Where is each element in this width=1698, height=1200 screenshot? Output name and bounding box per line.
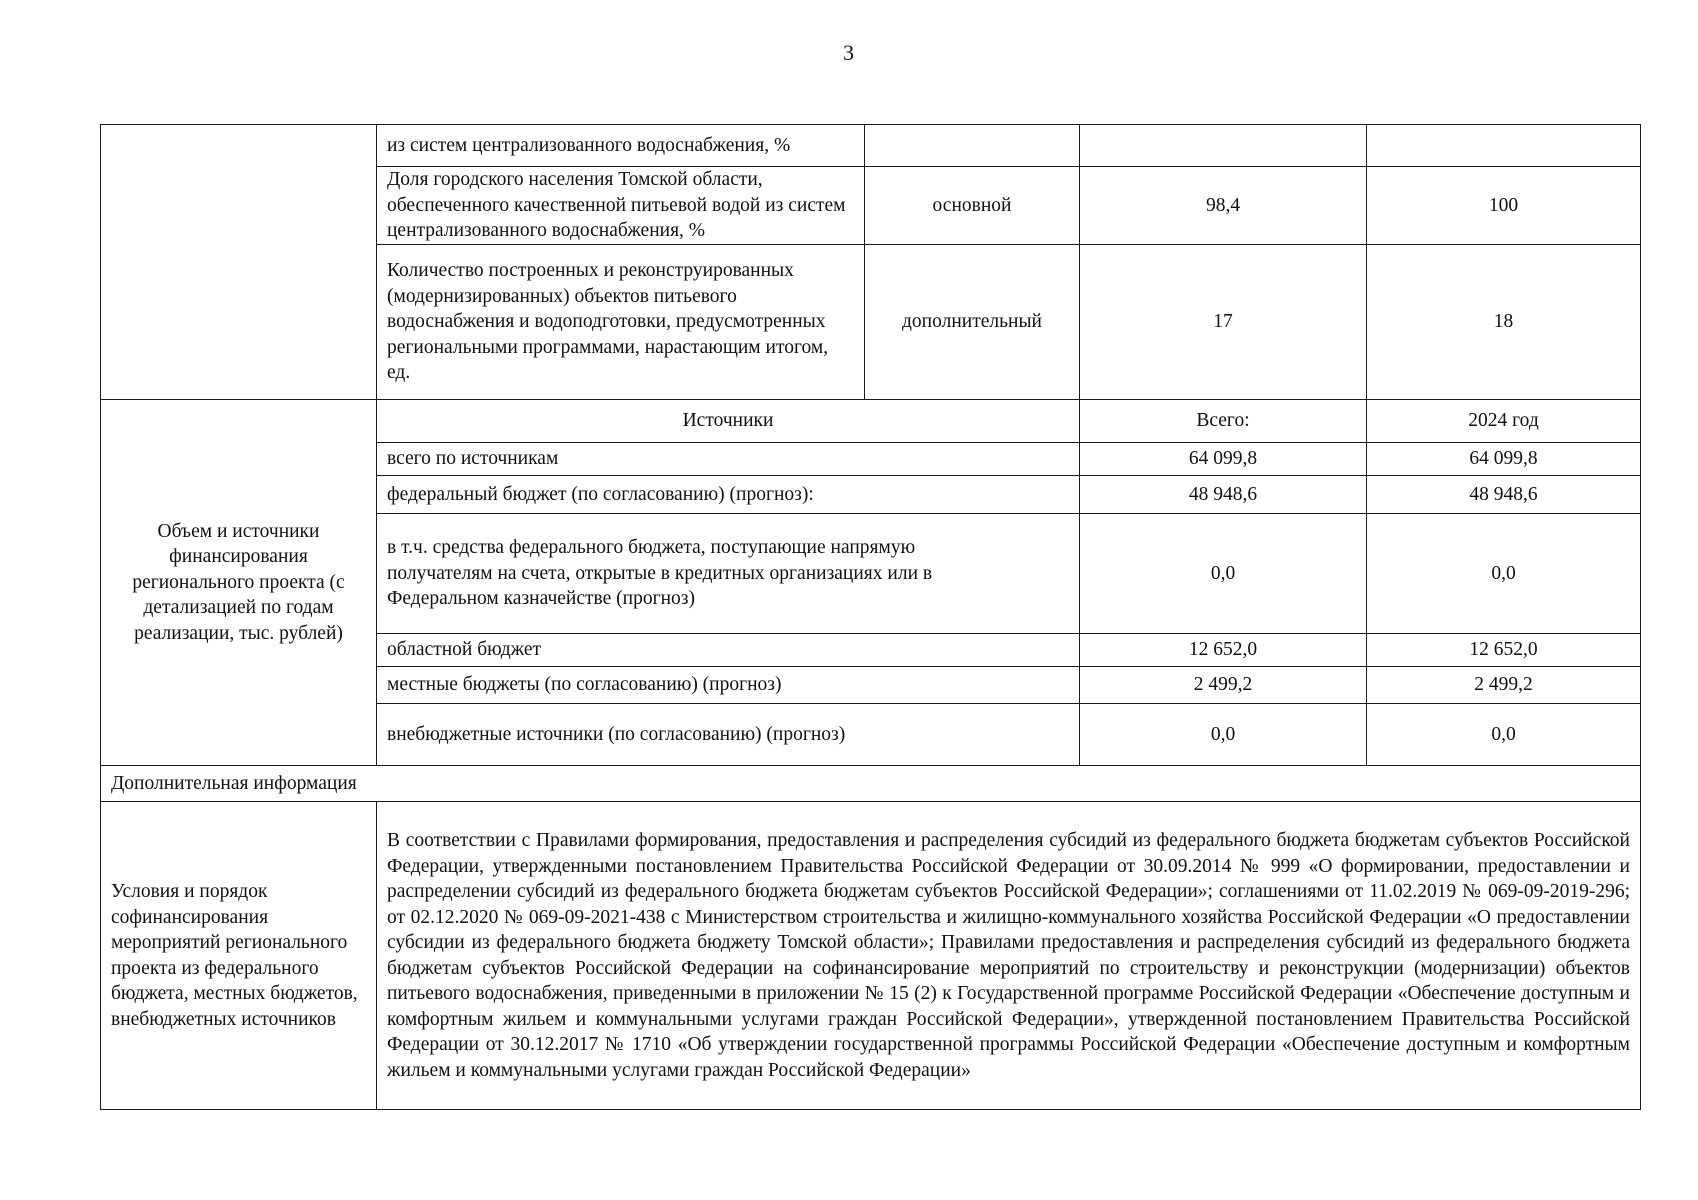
funding-year-2024: 0,0 [1367, 514, 1641, 634]
indicators-label-cell [101, 125, 377, 400]
funding-year-2024: 64 099,8 [1367, 443, 1641, 476]
funding-year-2024: 0,0 [1367, 704, 1641, 766]
funding-total: 12 652,0 [1080, 634, 1367, 667]
funding-total: 2 499,2 [1080, 667, 1367, 704]
funding-source: областной бюджет [377, 634, 1080, 667]
conditions-row [101, 802, 1641, 1110]
funding-header-row [101, 400, 1641, 443]
funding-source: в т.ч. средства федерального бюджета, поступающие напрямую получателям на счета, открытые в кредитных организациях или в Федеральном казначействе (прогноз) [377, 514, 1080, 634]
indicator-target-2024 [1367, 125, 1641, 167]
additional-info-row [101, 766, 1641, 802]
indicator-name: Доля городского населения Томской области, обеспеченного качественной питьевой водой из систем централизованного водоснабжения, % [377, 167, 865, 245]
funding-total: 64 099,8 [1080, 443, 1367, 476]
funding-total: 0,0 [1080, 514, 1367, 634]
passport-table [100, 124, 1641, 1110]
indicator-base-value [1080, 125, 1367, 167]
funding-year-2024: 2 499,2 [1367, 667, 1641, 704]
indicator-name: Количество построенных и реконструированных (модернизированных) объектов питьевого водоснабжения и водоподготовки, предусмотренных региональными программами, нарастающим итогом, ед. [377, 245, 865, 400]
funding-header-total: Всего: [1080, 400, 1367, 443]
conditions-label: Условия и порядок софинансирования мероприятий регионального проекта из федерального бюджета, местных бюджетов, внебюджетных источников [101, 802, 377, 1110]
indicator-target-2024: 18 [1367, 245, 1641, 400]
funding-total: 0,0 [1080, 704, 1367, 766]
funding-header-year: 2024 год [1367, 400, 1641, 443]
funding-label: Объем и источники финансирования регионального проекта (с детализацией по годам реализации, тыс. рублей) [101, 400, 377, 766]
funding-year-2024: 12 652,0 [1367, 634, 1641, 667]
indicator-base-value: 98,4 [1080, 167, 1367, 245]
indicator-type [865, 125, 1080, 167]
page-number: 3 [843, 40, 855, 65]
indicator-type: дополнительный [865, 245, 1080, 400]
funding-source: всего по источникам [377, 443, 1080, 476]
funding-header-source: Источники [377, 400, 1080, 443]
indicator-target-2024: 100 [1367, 167, 1641, 245]
funding-source: местные бюджеты (по согласованию) (прогноз) [377, 667, 1080, 704]
additional-info-title: Дополнительная информация [101, 766, 1641, 802]
indicator-base-value: 17 [1080, 245, 1367, 400]
conditions-text: В соответствии с Правилами формирования, предоставления и распределения субсидий из федерального бюджета бюджетам субъектов Российской Федерации, утвержденными постановлением Правительства Российской Федерации от 30.09.2014 № 999 «О формировании, предоставлении и распределении субсидий из федерального бюджета бюджетам субъектов Российской Федерации»; соглашениями от 11.02.2019 № 069-09-2019-296; от 02.12.2020 № 069-09-2021-438 с Министерством строительства и жилищно-коммунального хозяйства Российской Федерации «О предоставлении субсидии из федерального бюджета бюджету Томской области»; Правилами предоставления и распределения субсидий из федерального бюджета бюджетам субъектов Российской Федерации на софинансирование мероприятий по строительству и реконструкции (модернизации) объектов питьевого водоснабжения, приведенными в приложении № 15 (2) к Государственной программе Российской Федерации «Обеспечение доступным и комфортным жильем и коммунальными услугами граждан Российской Федерации», утвержденной постановлением Правительства Российской Федерации от 30.12.2017 № 1710 «Об утверждении государственной программы Российской Федерации «Обеспечение доступным и комфортным жильем и коммунальными услугами граждан Российской Федерации» [377, 802, 1641, 1110]
indicator-type: основной [865, 167, 1080, 245]
indicator-row [101, 125, 1641, 167]
funding-source: федеральный бюджет (по согласованию) (прогноз): [377, 476, 1080, 514]
funding-source: внебюджетные источники (по согласованию) (прогноз) [377, 704, 1080, 766]
funding-total: 48 948,6 [1080, 476, 1367, 514]
indicator-name: из систем централизованного водоснабжения, % [377, 125, 865, 167]
funding-year-2024: 48 948,6 [1367, 476, 1641, 514]
